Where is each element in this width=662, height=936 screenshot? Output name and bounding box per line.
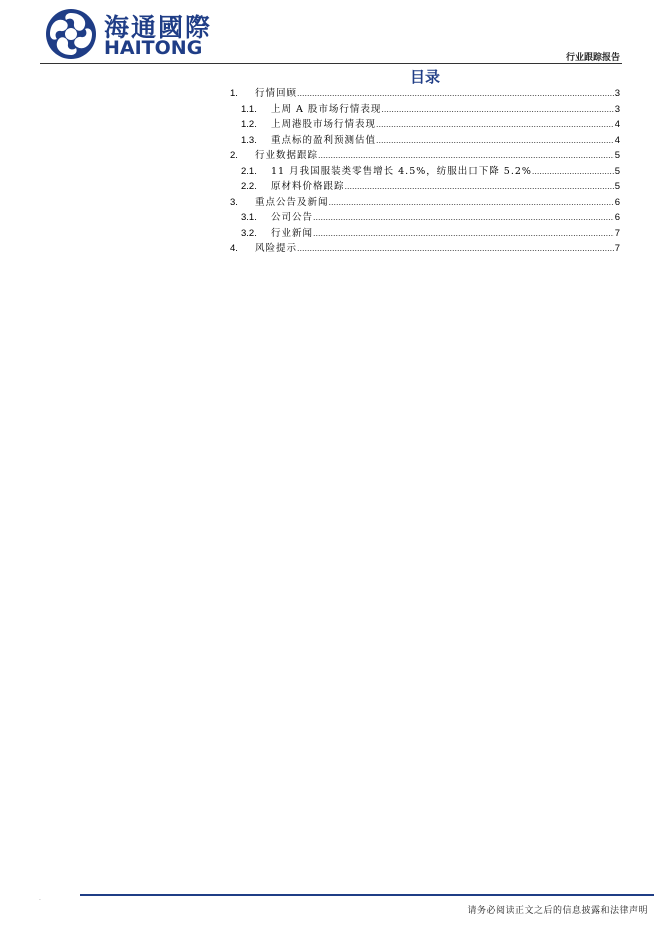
logo-chinese-name: 海通國際 xyxy=(104,13,213,42)
toc-leader-dots xyxy=(532,164,614,180)
toc-leader-dots xyxy=(376,117,614,133)
toc-entry-number: 2.2. xyxy=(241,181,257,192)
toc-entry-title: 上周 A 股市场行情表现 xyxy=(271,103,382,115)
toc-entry-title: 重点公告及新闻 xyxy=(255,196,329,208)
toc-entry-number: 1.3. xyxy=(241,134,257,146)
toc-entry-title: 行业数据跟踪 xyxy=(255,150,319,161)
toc-entry-title: 公司公告 xyxy=(271,212,314,223)
toc-entry-number: 2.1. xyxy=(241,165,257,177)
toc-entry-title: 上周港股市场行情表现 xyxy=(271,119,377,130)
toc-entry-page: 5 xyxy=(614,181,620,192)
toc-title: 目录 xyxy=(409,68,440,86)
toc-entry[interactable] xyxy=(230,195,620,211)
toc-leader-dots xyxy=(297,241,614,257)
toc-entry-number: 2. xyxy=(230,150,238,161)
toc-entry[interactable] xyxy=(230,179,620,195)
toc-leader-dots xyxy=(345,179,614,195)
toc-entry[interactable] xyxy=(230,226,620,242)
toc-entry-page: 6 xyxy=(614,212,620,223)
toc-leader-dots xyxy=(313,226,614,242)
toc-entry-number: 4. xyxy=(230,243,238,254)
toc-entry-number: 3.1. xyxy=(241,212,257,223)
toc-entry-page: 3 xyxy=(614,103,620,115)
footer-divider xyxy=(80,894,654,896)
toc-entry-page: 3 xyxy=(614,88,620,99)
toc-entry-number: 1.2. xyxy=(241,119,257,130)
toc-leader-dots xyxy=(381,102,613,118)
toc-entry-title: 原材料价格跟踪 xyxy=(271,181,345,192)
toc-entry-page: 5 xyxy=(614,165,620,177)
toc-entry[interactable] xyxy=(230,102,620,118)
toc-entry-title: 风险提示 xyxy=(255,243,298,254)
footer-marker: . xyxy=(39,895,41,902)
toc-entry-title: 行情回顾 xyxy=(255,88,298,99)
toc-entry[interactable] xyxy=(230,164,620,180)
toc-entry-title: 重点标的盈利预测估值 xyxy=(271,134,377,146)
haitong-logo-icon xyxy=(44,7,98,61)
footer-disclaimer: 请务必阅读正文之后的信息披露和法律声明 xyxy=(467,906,648,916)
toc-entry[interactable] xyxy=(230,148,620,164)
report-type-label: 行业跟踪报告 xyxy=(565,53,620,63)
toc-leader-dots xyxy=(318,148,614,164)
toc-entry-number: 1. xyxy=(230,88,238,99)
toc-entry-number: 3. xyxy=(230,196,238,208)
toc-entry-page: 7 xyxy=(614,227,620,239)
table-of-contents xyxy=(230,86,620,257)
toc-entry[interactable] xyxy=(230,86,620,102)
toc-entry-title: 11 月我国服装类零售增长 4.5%，纺服出口下降 5.2% xyxy=(271,165,532,177)
toc-entry-page: 6 xyxy=(614,196,620,208)
company-logo xyxy=(44,6,214,62)
toc-entry[interactable] xyxy=(230,117,620,133)
toc-entry-title: 行业新闻 xyxy=(271,227,314,239)
toc-entry-page: 4 xyxy=(614,134,620,146)
toc-entry-page: 7 xyxy=(614,243,620,254)
toc-leader-dots xyxy=(329,195,614,211)
toc-entry[interactable] xyxy=(230,133,620,149)
toc-entry[interactable] xyxy=(230,210,620,226)
toc-entry-number: 3.2. xyxy=(241,227,257,239)
toc-entry[interactable] xyxy=(230,241,620,257)
toc-entry-page: 4 xyxy=(614,119,620,130)
header-divider xyxy=(40,63,622,64)
toc-leader-dots xyxy=(297,86,614,102)
logo-english-name: HAITONG xyxy=(104,37,203,59)
toc-leader-dots xyxy=(313,210,614,226)
toc-entry-number: 1.1. xyxy=(241,103,257,115)
toc-entry-page: 5 xyxy=(614,150,620,161)
toc-leader-dots xyxy=(376,133,614,149)
